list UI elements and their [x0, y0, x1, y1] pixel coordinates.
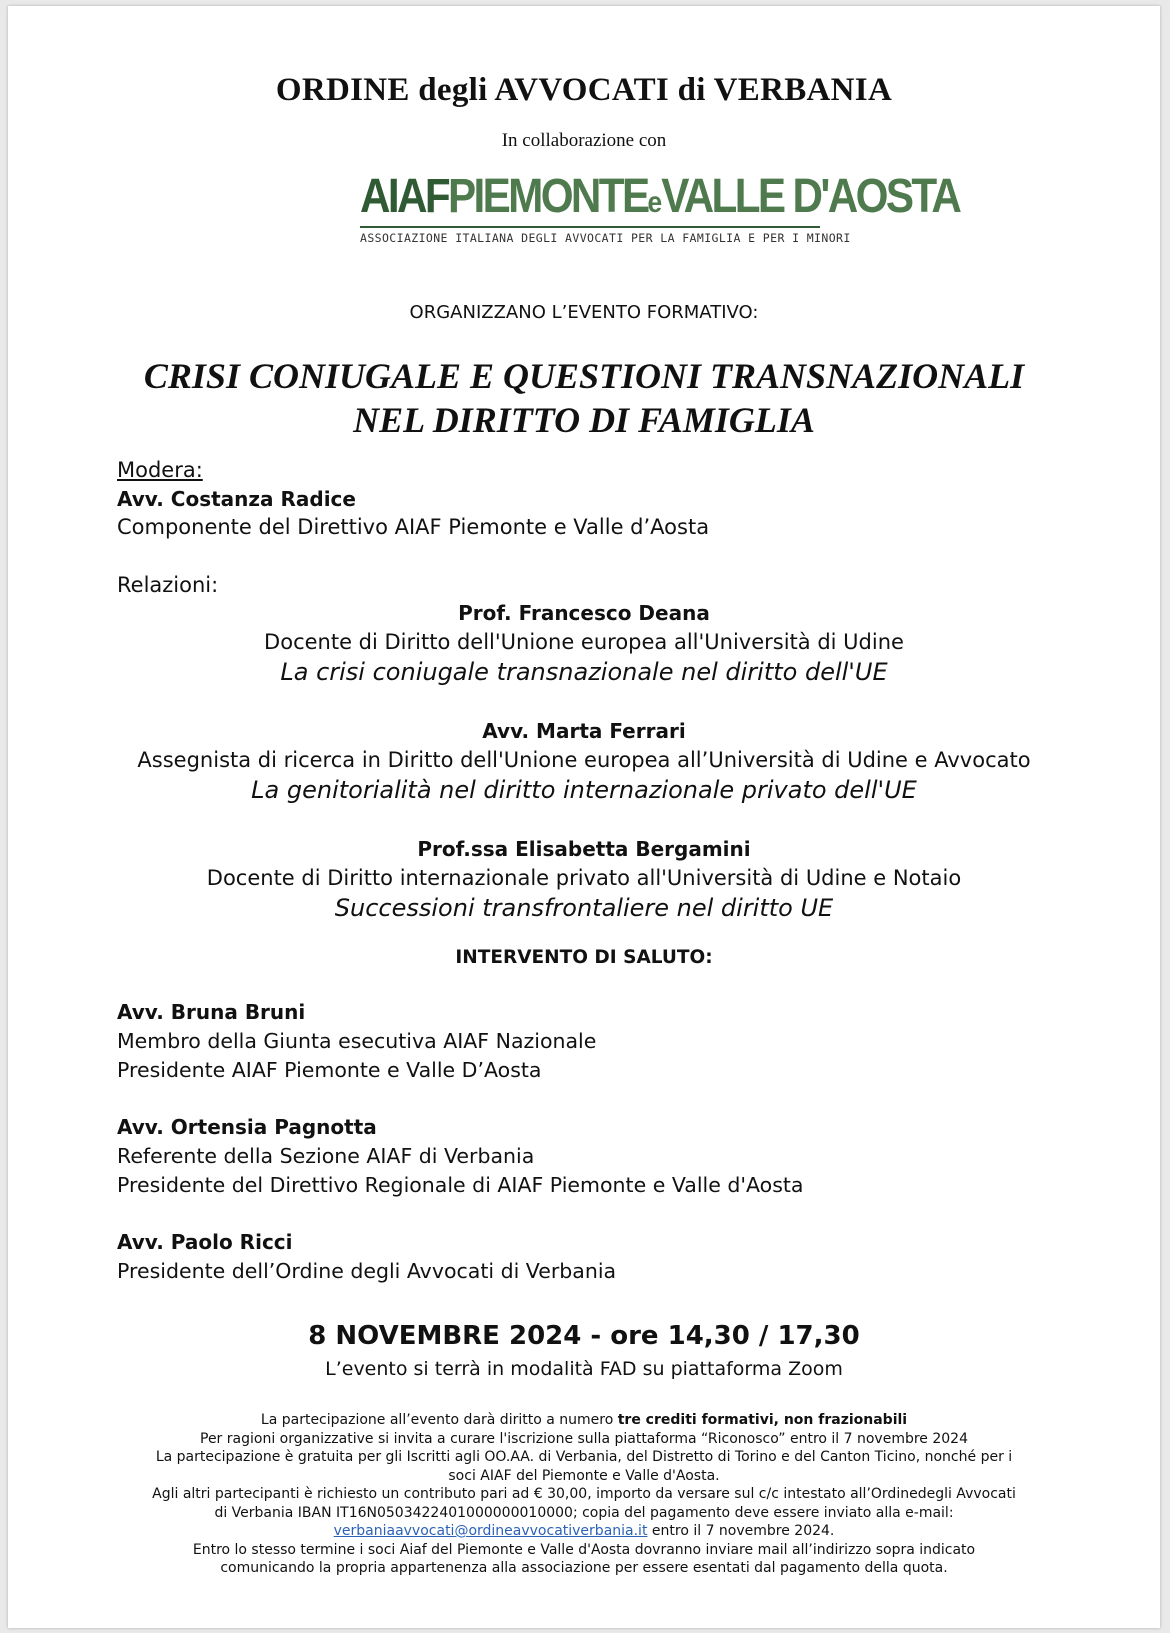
credits-text: tre crediti formativi, non frazionabili	[617, 1412, 908, 1428]
notes-line: Agli altri partecipanti è richiesto un contributo pari ad € 30,00, importo da versare sul c/c intestato all’Ordinedegli Avvocati	[152, 1486, 1016, 1502]
greeting-role: Membro della Giunta esecutiva AIAF Nazionale	[117, 1029, 597, 1053]
organize-heading: ORGANIZZANO L’EVENTO FORMATIVO:	[409, 302, 759, 323]
greeting-name: Avv. Paolo Ricci	[117, 1230, 293, 1254]
greeting-block	[117, 1000, 596, 1082]
participation-notes	[8, 1411, 1160, 1578]
greeting-role: Presidente dell’Ordine degli Avvocati di Verbania	[117, 1259, 617, 1283]
speaker-block	[8, 719, 1160, 804]
moderator-label: Modera:	[117, 458, 203, 482]
aiaf-logo	[360, 170, 960, 256]
aiaf-logo-conjunction: e	[647, 186, 662, 219]
notes-line-text: entro il 7 novembre 2024.	[647, 1523, 835, 1539]
talk-title: La genitorialità nel diritto internazionale privato dell'UE	[251, 776, 917, 804]
document-page	[8, 6, 1160, 1628]
notes-line: comunicando la propria appartenenza alla associazione per essere esentati dal pagamento della quota.	[220, 1560, 948, 1576]
speaker-block	[8, 601, 1160, 686]
moderator-role: Componente del Direttivo AIAF Piemonte e Valle d’Aosta	[117, 515, 710, 539]
event-date: 8 NOVEMBRE 2024 - ore 14,30 / 17,30	[308, 1321, 860, 1351]
greeting-role: Presidente del Direttivo Regionale di AIAF Piemonte e Valle d'Aosta	[117, 1173, 804, 1197]
notes-line: soci AIAF del Piemonte e Valle d'Aosta.	[448, 1467, 720, 1484]
notes-line	[8, 1522, 1160, 1541]
greeting-role: Presidente AIAF Piemonte e Valle D’Aosta	[117, 1058, 542, 1082]
greetings-heading: INTERVENTO DI SALUTO:	[455, 947, 713, 968]
notes-line: di Verbania IBAN IT16N0503422401000000010000; copia del pagamento deve essere inviato alla e-mail:	[214, 1504, 954, 1521]
aiaf-logo-region-a: PIEMONTE	[447, 170, 648, 223]
aiaf-logo-subtitle: ASSOCIAZIONE ITALIANA DEGLI AVVOCATI PER LA FAMIGLIA E PER I MINORI	[360, 231, 851, 245]
speaker-role: Assegnista di ricerca in Diritto dell'Unione europea all’Università di Udine e Avvocato	[137, 748, 1031, 772]
notes-line: Entro lo stesso termine i soci Aiaf del Piemonte e Valle d'Aosta dovranno inviare mail all’indirizzo sopra indicato	[192, 1541, 976, 1558]
page-title: ORDINE degli AVVOCATI di VERBANIA	[275, 72, 893, 108]
speaker-name: Prof.ssa Elisabetta Bergamini	[417, 837, 751, 861]
notes-line: La partecipazione è gratuita per gli Iscritti agli OO.AA. di Verbania, del Distretto di Torino e del Canton Ticino, nonché per i	[155, 1449, 1013, 1465]
greeting-block	[117, 1115, 803, 1197]
greeting-name: Avv. Ortensia Pagnotta	[117, 1115, 377, 1139]
speaker-name: Avv. Marta Ferrari	[482, 719, 686, 743]
greeting-block	[117, 1230, 616, 1283]
speaker-block	[8, 837, 1160, 922]
event-title-line-1: CRISI CONIUGALE E QUESTIONI TRANSNAZIONALI	[143, 356, 1025, 396]
aiaf-logo-rule	[360, 226, 820, 228]
notes-line	[8, 1411, 1160, 1430]
greeting-role: Referente della Sezione AIAF di Verbania	[117, 1144, 535, 1168]
moderator-name: Avv. Costanza Radice	[117, 487, 356, 511]
talk-title: Successioni transfrontaliere nel diritto UE	[334, 894, 834, 922]
speaker-role: Docente di Diritto internazionale privato all'Università di Udine e Notaio	[206, 866, 962, 890]
aiaf-logo-region-b: VALLE D'AOSTA	[661, 170, 960, 223]
collaboration-text: In collaborazione con	[501, 130, 667, 151]
event-mode: L’evento si terrà in modalità FAD su piattaforma Zoom	[325, 1358, 843, 1380]
email-link[interactable]: verbaniaavvocati@ordineavvocativerbania.it	[333, 1523, 648, 1539]
talk-title: La crisi coniugale transnazionale nel diritto dell'UE	[280, 658, 888, 686]
notes-line: Per ragioni organizzative si invita a curare l'iscrizione sulla piattaforma “Riconosco” entro il 7 novembre 2024	[200, 1430, 968, 1447]
greeting-name: Avv. Bruna Bruni	[117, 1000, 306, 1024]
aiaf-logo-wordmark	[360, 171, 959, 229]
speakers-label: Relazioni:	[117, 573, 219, 597]
speaker-name: Prof. Francesco Deana	[458, 601, 710, 625]
event-title-line-2: NEL DIRITTO DI FAMIGLIA	[353, 400, 815, 440]
event-title	[8, 354, 1160, 442]
speaker-role: Docente di Diritto dell'Unione europea all'Università di Udine	[264, 630, 904, 654]
aiaf-logo-acronym: AIAF	[360, 170, 448, 223]
notes-line-text: La partecipazione all’evento darà diritto a numero	[260, 1412, 618, 1428]
